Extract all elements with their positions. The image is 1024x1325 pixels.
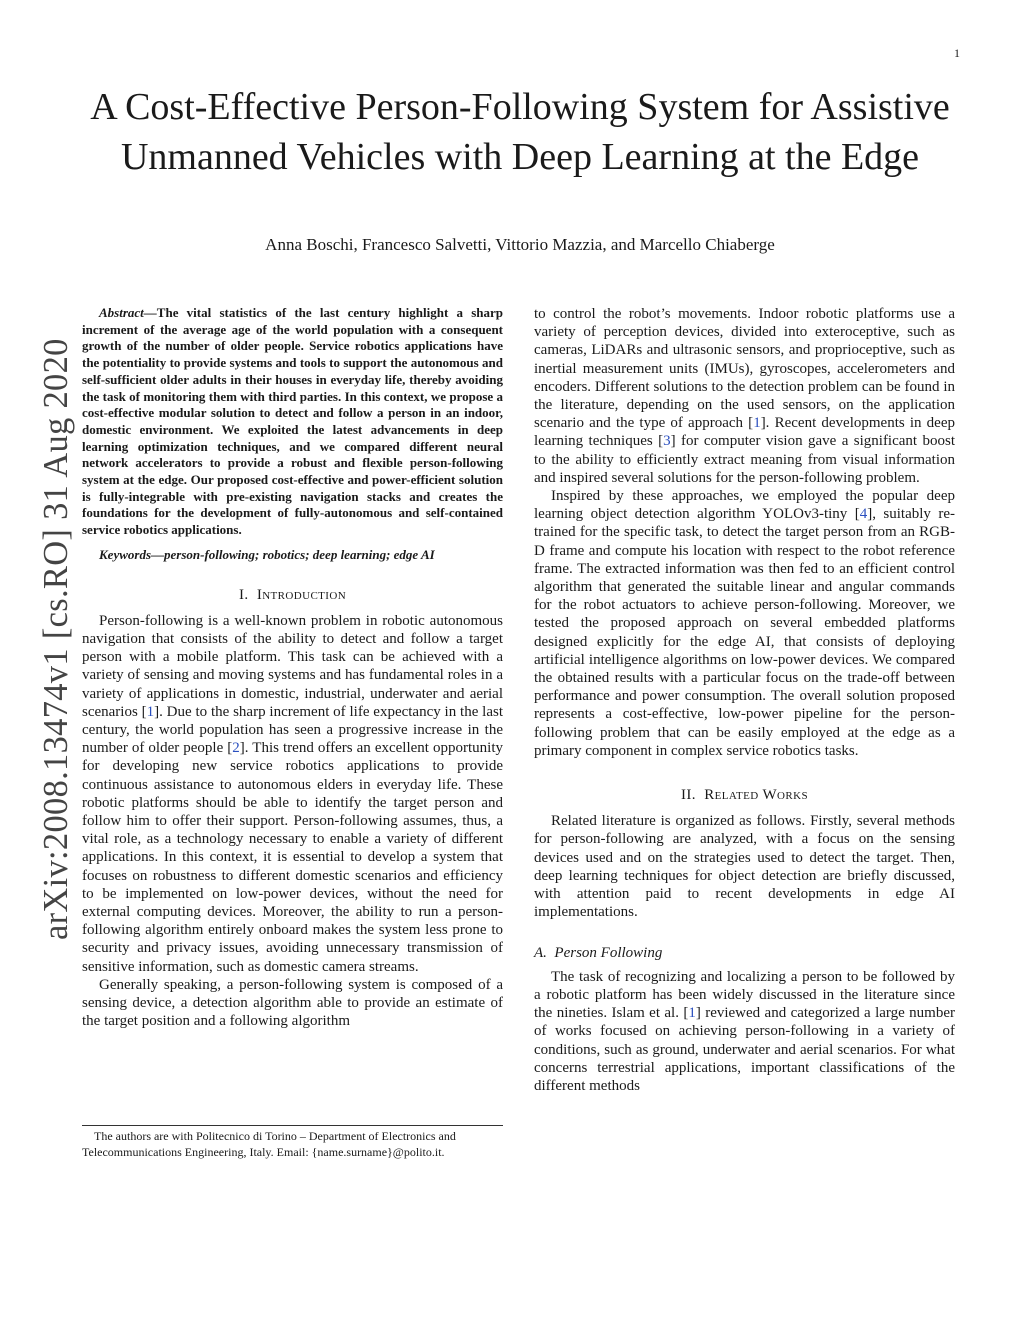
subsection-title: Person Following	[554, 944, 663, 961]
text-run: ] for computer vision gave a significant boost to the ability to efficiently extract meaning from visual information and inspired several solutions for the person-following problem.	[534, 433, 955, 486]
keywords: Keywords—person-following; robotics; deep learning; edge AI	[99, 546, 435, 562]
section-heading-introduction	[82, 586, 503, 604]
text-run: to control the robot’s movements. Indoor robotic platforms use a variety of perception devices, divided into exteroceptive, such as cameras, LiDARs and ultrasonic sensors, and proprioceptive, such as inertial measurement units (IMUs), gyroscopes, accelerometers and encoders. Different solutions to the detection problem can be found in the literature, depending on the used sensors, on the application scenario and the type of approach [	[534, 306, 955, 432]
section-number: II.	[681, 787, 696, 804]
intro-paragraph-3	[534, 487, 955, 760]
right-column	[534, 305, 955, 1095]
related-works-paragraph: Related literature is organized as follows. Firstly, several methods for person-following are analyzed, with a focus on the sensing devices used and on the strategies used to detect the target. Then, deep learning techniques for object detection are briefly discussed, with attention paid to recent developments in edge AI implementations.	[534, 813, 955, 921]
footnote: The authors are with Politecnico di Torino – Department of Electronics and Telecommunications Engineering, Italy. Email: {name.surname}@polito.it.	[82, 1125, 503, 1160]
text-run: The task of recognizing and localizing a person to be followed by a robotic platform has been widely discussed in the literature since the nineties. Islam et al. [	[534, 968, 955, 1022]
subsection-heading-person-following	[534, 944, 955, 962]
subsection-label: A.	[534, 944, 547, 961]
left-column	[82, 305, 503, 1030]
citation-link[interactable]: 4	[859, 506, 868, 523]
intro-paragraph-1	[82, 612, 503, 976]
abstract-label: Abstract—	[99, 305, 157, 320]
abstract-text: The vital statistics of the last century highlight a sharp increment of the average age of the world population with a consequent growth of the number of older people. Service robotics applications have the potentiality to provide systems and tools to support the autonomous and self-sufficient older adults in their houses in everyday life, thereby avoiding the task of monitoring them with third parties. In this context, we propose a cost-effective modular solution to detect and follow a person in an indoor, domestic environment. We exploited the latest advancements in deep learning optimization techniques, and we compared different neural network accelerators to provide a robust and flexible person-following system at the edge. Our proposed cost-effective and power-efficient solution is fully-integrable with pre-existing navigation stacks and creates the foundations for the development of fully-autonomous and self-contained service robotics applications.	[82, 305, 503, 538]
text-run: ] reviewed and categorized a large number of works focused on achieving person-following in a variety of conditions, such as ground, underwater and aerial scenarios. For what concerns terrestrial applications, important classifications of the different methods	[534, 1005, 955, 1094]
page-number: 1	[954, 46, 960, 60]
author-list: Anna Boschi, Francesco Salvetti, Vittorio Mazzia, and Marcello Chiaberge	[265, 235, 775, 254]
text-run: ]. Due to the sharp increment of life expectancy in the last century, the world population has seen a progressive increase in the number of older people [	[82, 703, 503, 757]
paper-title: A Cost-Effective Person-Following System for Assistive Unmanned Vehicles with Deep Learning at the Edge	[90, 86, 950, 178]
citation-link[interactable]: 3	[663, 433, 671, 450]
abstract	[82, 305, 503, 539]
intro-paragraph-2-continued	[534, 305, 955, 487]
citation-link[interactable]: 1	[753, 415, 761, 432]
person-following-paragraph	[534, 968, 955, 1095]
citation-link[interactable]: 1	[146, 703, 155, 720]
section-number: I.	[238, 586, 249, 603]
intro-paragraph-2: Generally speaking, a person-following system is composed of a sensing device, a detection algorithm able to provide an estimate of the target position and a following algorithm	[82, 976, 503, 1030]
text-run: ], suitably re-trained for the specific task, to detect the target person from an RGB-D frame and compute his location with respect to the robot reference frame. The extracted information was then fed to an efficient control algorithm that generated the suitable linear and angular commands for the robot actuators to achieve person-following. Moreover, we tested the proposed approach on several embedded platforms designed explicitly for the edge AI, that consists of deploying artificial intelligence algorithms on low-power devices. We compared the obtained results with a particular focus on the trade-off between performance and power consumption. The overall solution proposed represents a cost-effective, low-power pipeline for the person-following problem that can be easily employed at the edge as a primary component in complex service robotics tasks.	[534, 506, 956, 759]
arxiv-side-stamp: arXiv:2008.13474v1 [cs.RO] 31 Aug 2020	[37, 338, 75, 940]
text-run: ]. This trend offers an excellent opportunity for developing new service robotics applications to provide continuous assistance to autonomous elders in everyday life. These robotic platforms should be able to identify the target person and follow him to offer their support. Person-following assumes, thus, a vital role, as a technology necessary to enable a variety of different applications. In this context, it is essential to develop a system that focuses on robustness to different domestic scenarios and efficiency to be implemented on low-power devices, without the need for external computing devices. Moreover, the ability to run a person-following algorithm entirely onboard makes the system less prone to security and privacy issues, avoiding unnecessary transmission of sensitive information, such as domestic camera streams.	[82, 740, 503, 975]
section-title: Introduction	[256, 586, 347, 603]
section-heading-related-works	[534, 786, 955, 804]
text-run: ]. Recent developments in deep learning techniques [	[534, 415, 955, 450]
citation-link[interactable]: 2	[232, 740, 240, 757]
text-run: Inspired by these approaches, we employed the popular deep learning object detection algorithm YOLOv3-tiny [	[534, 488, 955, 523]
text-run: Person-following is a well-known problem in robotic autonomous navigation that consists of the ability to detect and follow a target person with a mobile platform. This task can be achieved with a variety of sensing and moving systems and has fundamental roles in a variety of applications in domestic, industrial, underwater and aerial scenarios [	[82, 612, 503, 720]
section-title: Related Works	[704, 787, 808, 804]
citation-link[interactable]: 1	[688, 1005, 696, 1022]
